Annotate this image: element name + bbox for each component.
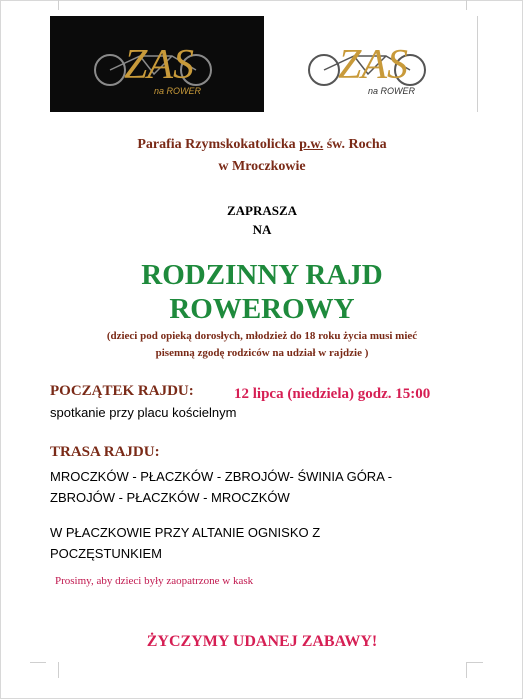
logo-text: ZAS — [124, 42, 195, 88]
bonfire-line: W PŁACZKOWIE PRZY ALTANIE OGNISKO Z — [50, 525, 321, 540]
logo-text: ZAS — [338, 42, 409, 88]
invite-line: ZAPRASZA — [226, 203, 298, 218]
start-label: POCZĄTEK RAJDU: — [50, 383, 194, 399]
bike-logo-icon — [264, 16, 478, 112]
event-title: ROWEROWY — [169, 293, 355, 325]
parish-location: w Mroczkowie — [218, 159, 306, 174]
bike-logo-icon — [50, 16, 264, 112]
logo-light — [264, 16, 478, 112]
helmet-note: Prosimy, aby dzieci były zaopatrzone w kask — [55, 575, 254, 587]
start-datetime: 12 lipca (niedziela) godz. 15:00 — [234, 386, 431, 402]
event-note: (dzieci pod opieką dorosłych, młodzież do 18 roku życia musi mieć — [106, 330, 418, 342]
crop-mark — [46, 662, 59, 678]
route-label: TRASA RAJDU: — [50, 444, 160, 460]
parish-name: Parafia Rzymskokatolicka p.w. św. Rocha — [137, 137, 387, 152]
route-line: MROCZKÓW - PŁACZKÓW - ZBROJÓW- ŚWINIA GÓRA - — [50, 469, 393, 484]
meeting-place: spotkanie przy placu kościelnym — [50, 405, 237, 420]
logo-subtitle: na ROWER — [154, 86, 202, 96]
route-line: ZBROJÓW - PŁACZKÓW - MROCZKÓW — [50, 490, 290, 505]
crop-mark — [30, 662, 46, 663]
logo-dark — [50, 16, 264, 112]
bonfire-line: POCZĘSTUNKIEM — [50, 546, 162, 561]
logo-subtitle: na ROWER — [368, 86, 416, 96]
closing-wish: ŻYCZYMY UDANEJ ZABAWY! — [146, 633, 378, 650]
event-title: RODZINNY RAJD — [141, 259, 383, 291]
crop-mark — [46, 0, 59, 10]
crop-mark — [466, 0, 479, 10]
invite-line: NA — [252, 222, 272, 237]
crop-mark — [466, 662, 479, 678]
event-note: pisemną zgodę rodziców na udział w rajdzie ) — [155, 347, 369, 359]
crop-mark — [467, 662, 483, 663]
